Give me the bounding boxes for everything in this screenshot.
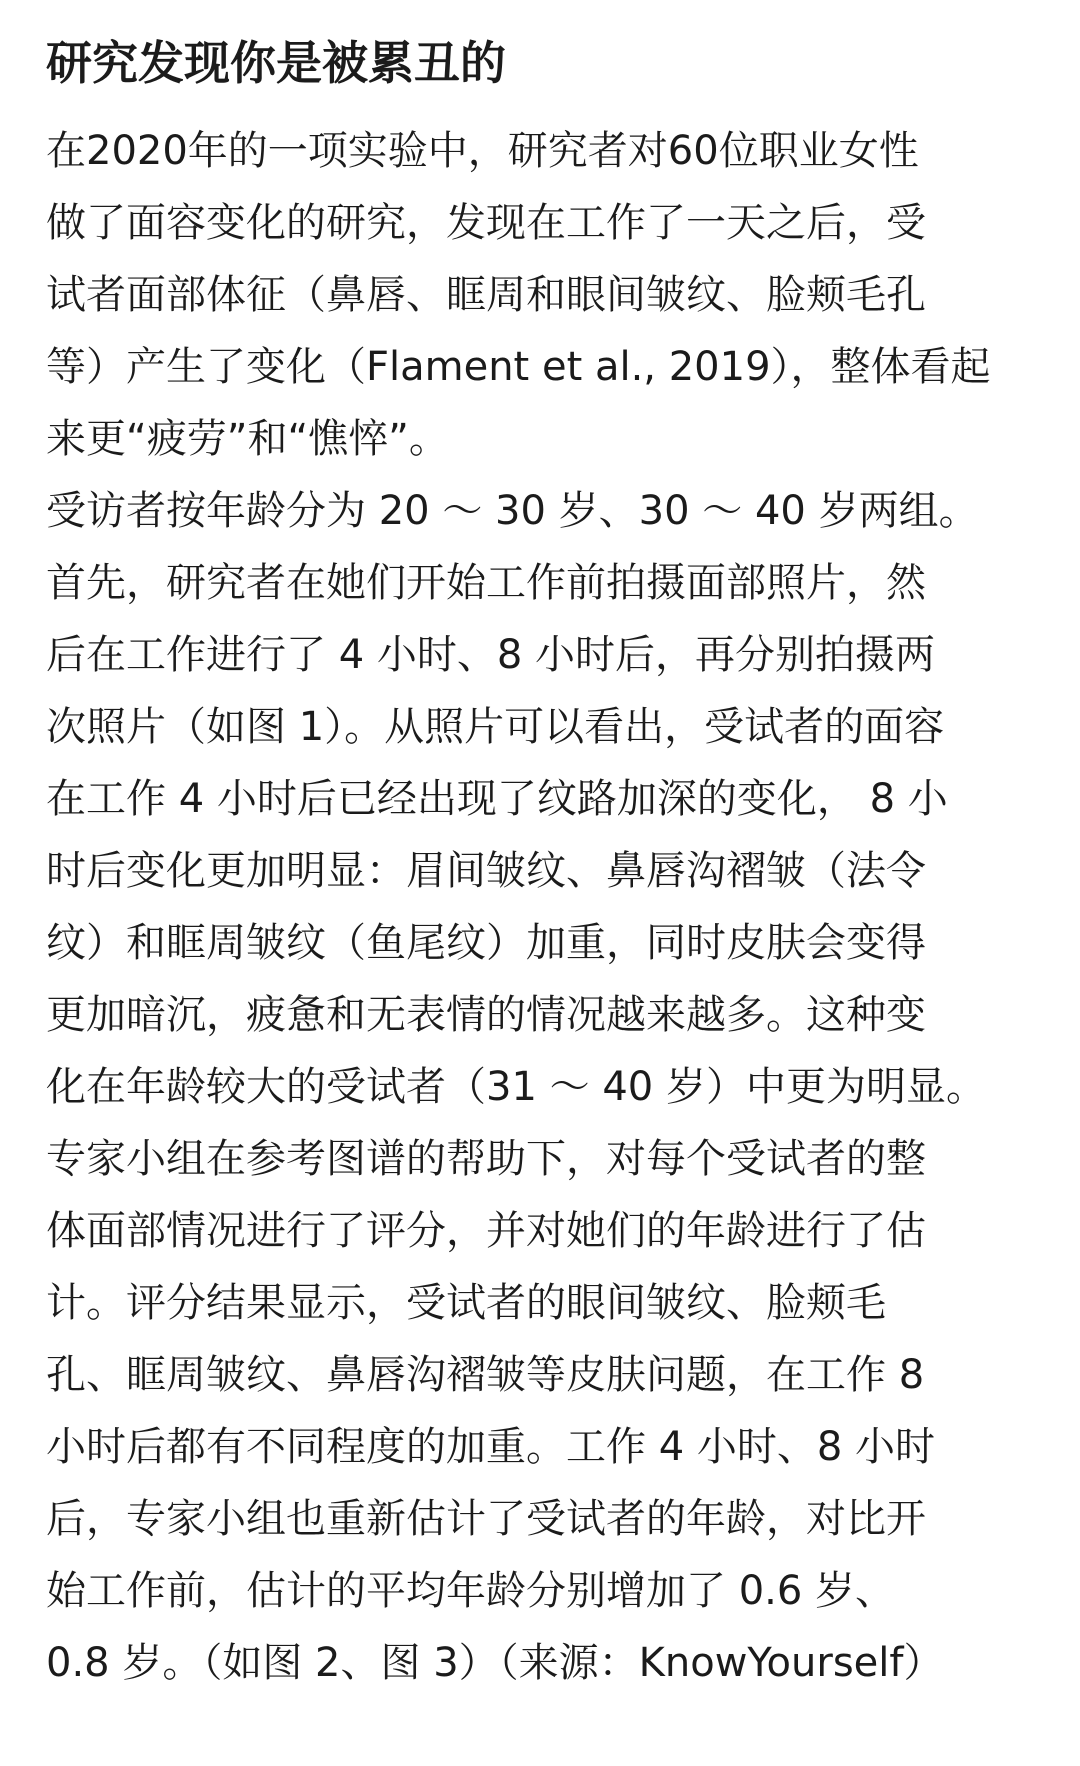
post-title: 研究发现你是被累丑的 bbox=[46, 36, 506, 90]
body-line: 来更“疲劳”和“憔悴”。 bbox=[46, 416, 449, 462]
body-line: 在2020年的一项实验中，研究者对60位职业女性 bbox=[46, 128, 919, 174]
body-line: 孔、眶周皱纹、鼻唇沟褶皱等皮肤问题，在工作 8 bbox=[46, 1352, 925, 1398]
body-line: 试者面部体征（鼻唇、眶周和眼间皱纹、脸颊毛孔 bbox=[46, 272, 926, 318]
body-line: 后在工作进行了 4 小时、8 小时后，再分别拍摄两 bbox=[46, 632, 936, 678]
body-line: 纹）和眶周皱纹（鱼尾纹）加重，同时皮肤会变得 bbox=[46, 920, 926, 966]
body-line: 受访者按年龄分为 20 ～ 30 岁、30 ～ 40 岁两组。 bbox=[46, 488, 979, 534]
body-line: 化在年龄较大的受试者（31 ～ 40 岁）中更为明显。 bbox=[46, 1064, 986, 1110]
body-line: 始工作前，估计的平均年龄分别增加了 0.6 岁、 bbox=[46, 1568, 896, 1614]
body-line: 专家小组在参考图谱的帮助下，对每个受试者的整 bbox=[46, 1136, 926, 1182]
body-line: 首先，研究者在她们开始工作前拍摄面部照片，然 bbox=[46, 560, 926, 606]
body-line: 体面部情况进行了评分，并对她们的年龄进行了估 bbox=[46, 1208, 926, 1254]
body-line: 0.8 岁。（如图 2、图 3）（来源：KnowYourself） bbox=[46, 1640, 944, 1686]
body-line: 更加暗沉，疲惫和无表情的情况越来越多。这种变 bbox=[46, 992, 926, 1038]
body-line: 做了面容变化的研究，发现在工作了一天之后，受 bbox=[46, 200, 926, 246]
body-line: 等）产生了变化（Flament et al., 2019），整体看起 bbox=[46, 344, 991, 390]
body-line: 次照片（如图 1）。从照片可以看出，受试者的面容 bbox=[46, 704, 945, 750]
body-line: 时后变化更加明显：眉间皱纹、鼻唇沟褶皱（法令 bbox=[46, 848, 926, 894]
body-line: 小时后都有不同程度的加重。工作 4 小时、8 小时 bbox=[46, 1424, 936, 1470]
body-line: 在工作 4 小时后已经出现了纹路加深的变化， 8 小 bbox=[46, 776, 948, 822]
body-line: 计。评分结果显示，受试者的眼间皱纹、脸颊毛 bbox=[46, 1280, 886, 1326]
body-line: 后，专家小组也重新估计了受试者的年龄，对比开 bbox=[46, 1496, 926, 1542]
post-body bbox=[46, 115, 1046, 1699]
